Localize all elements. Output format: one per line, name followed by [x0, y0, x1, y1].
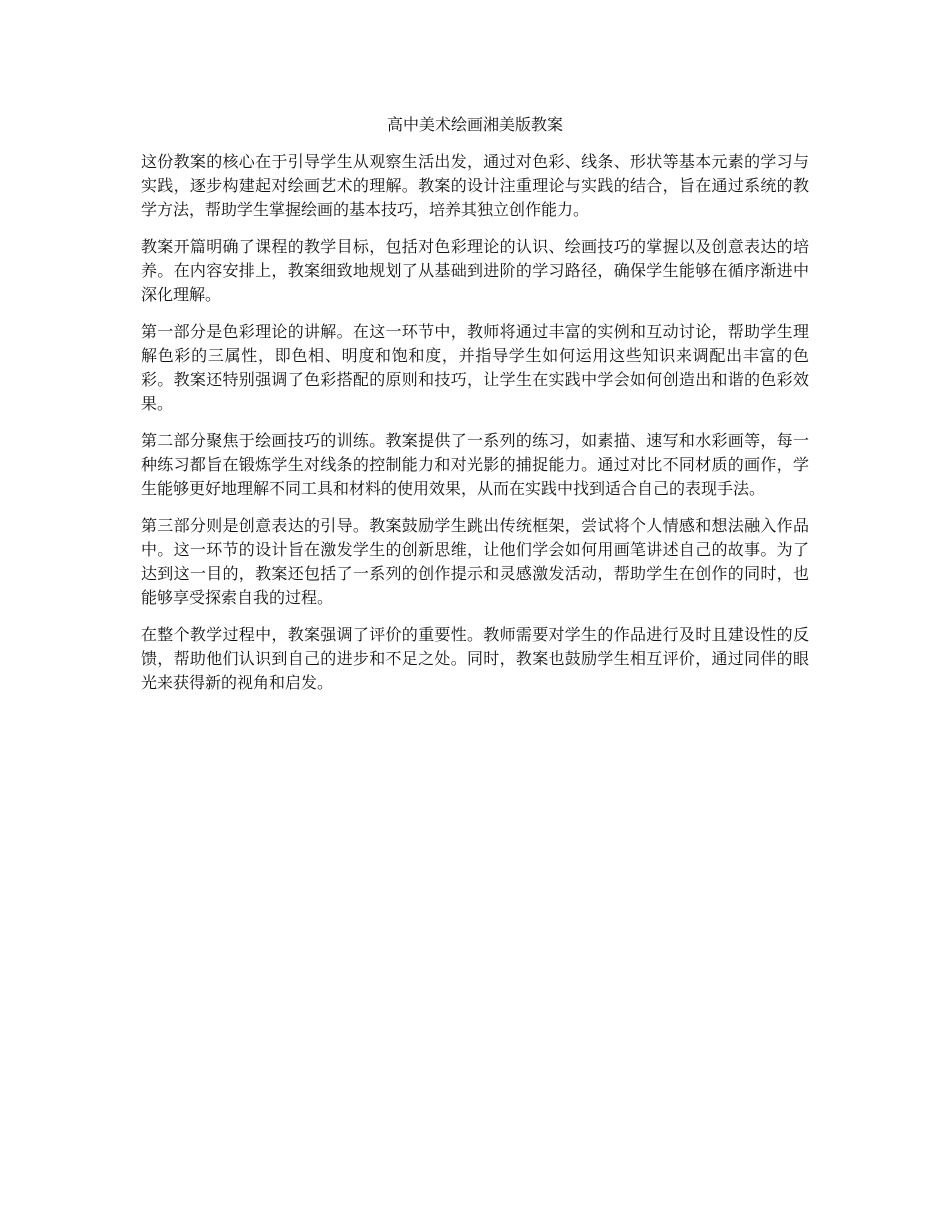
paragraph-3: 第一部分是色彩理论的讲解。在这一环节中，教师将通过丰富的实例和互动讨论，帮助学生理解色彩的三属性，即色相、明度和饱和度，并指导学生如何运用这些知识来调配出丰富的色彩。教案还特别强调了色彩搭配的原则和技巧，让学生在实践中学会如何创造出和谐的色彩效果。: [141, 322, 809, 413]
document-body: [141, 150, 809, 708]
paragraph-5: 第三部分则是创意表达的引导。教案鼓励学生跳出传统框架，尝试将个人情感和想法融入作品中。这一环节的设计旨在激发学生的创新思维，让他们学会如何用画笔讲述自己的故事。为了达到这一目的，教案还包括了一系列的创作提示和灵感激发活动，帮助学生在创作的同时，也能够享受探索自我的过程。: [141, 516, 809, 607]
paragraph-2: 教案开篇明确了课程的教学目标，包括对色彩理论的认识、绘画技巧的掌握以及创意表达的培养。在内容安排上，教案细致地规划了从基础到进阶的学习路径，确保学生能够在循序渐进中深化理解。: [141, 237, 809, 304]
paragraph-1: 这份教案的核心在于引导学生从观察生活出发，通过对色彩、线条、形状等基本元素的学习与实践，逐步构建起对绘画艺术的理解。教案的设计注重理论与实践的结合，旨在通过系统的教学方法，帮助学生掌握绘画的基本技巧，培养其独立创作能力。: [141, 152, 809, 219]
paragraph-6: 在整个教学过程中，教案强调了评价的重要性。教师需要对学生的作品进行及时且建设性的反馈，帮助他们认识到自己的进步和不足之处。同时，教案也鼓励学生相互评价，通过同伴的眼光来获得新的视角和启发。: [141, 625, 809, 692]
paragraph-4: 第二部分聚焦于绘画技巧的训练。教案提供了一系列的练习，如素描、速写和水彩画等，每一种练习都旨在锻炼学生对线条的控制能力和对光影的捕捉能力。通过对比不同材质的画作，学生能够更好地理解不同工具和材料的使用效果，从而在实践中找到适合自己的表现手法。: [141, 431, 809, 498]
document-title: 高中美术绘画湘美版教案: [386, 115, 563, 134]
